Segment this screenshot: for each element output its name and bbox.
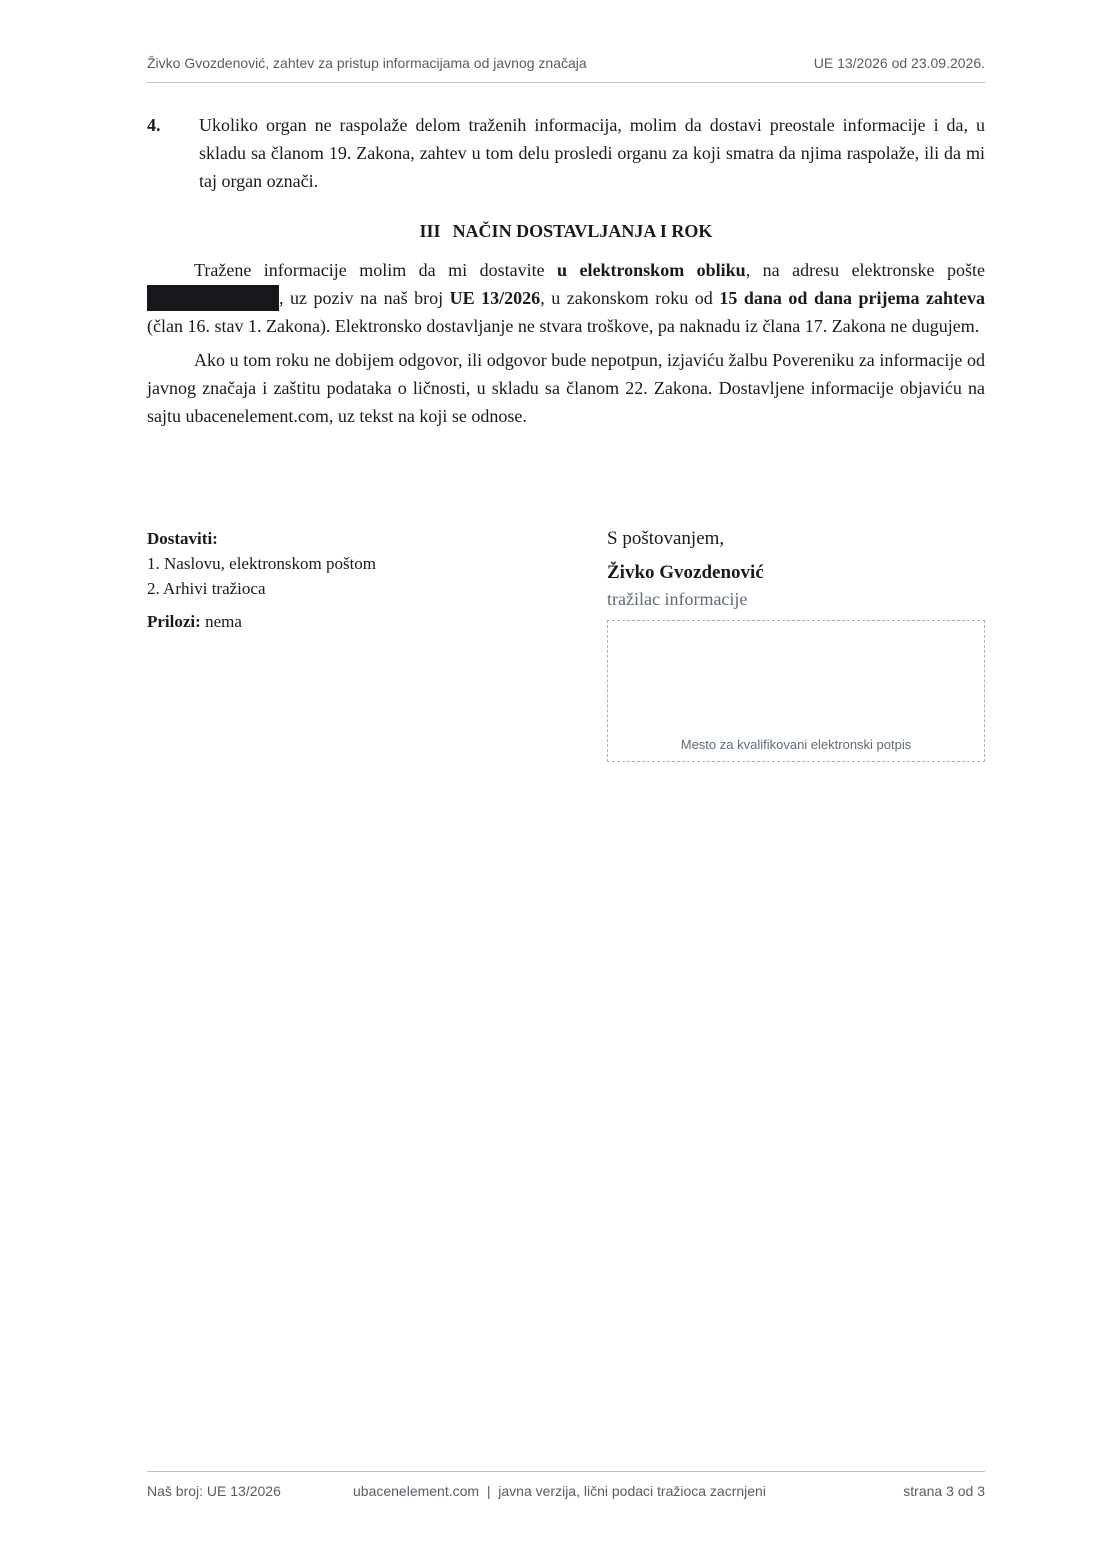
redacted-email [147,285,279,311]
para-text: , u zakonskom roku od [540,288,720,308]
para-bold: 15 dana od dana prijema zahteva [719,288,985,308]
closing-block [147,526,985,766]
delivery-paragraph [147,256,985,340]
attachments-line [147,609,567,634]
signature-block [607,526,985,762]
distribution-item: 1. Naslovu, elektronskom poštom [147,554,377,573]
numbered-item-4 [147,111,985,195]
footer-reference: Naš broj: UE 13/2026 [147,1483,281,1499]
para-text: , uz poziv na naš broj [279,288,450,308]
section-title: NAČIN DOSTAVLJANJA I ROK [452,221,713,241]
item-text: Ukoliko organ ne raspolaže delom traženih informacija, molim da dostavi preostale informacije i da, u skladu sa članom 19. Zakona, zahtev u tom delu prosledi organu za koji smatra da njima raspolaže, ili da mi taj organ označi. [199,115,985,191]
attachments-label: Prilozi: [147,612,201,631]
signatory-role: tražilac informacije [607,589,748,609]
para-bold: u elektronskom obliku [557,260,746,280]
document-body [147,111,985,436]
signature-box[interactable] [607,620,985,762]
signatory-name: Živko Gvozdenović [607,562,764,583]
page-footer [147,1471,985,1502]
section-heading [147,217,985,245]
page-header [147,54,985,83]
header-title: Živko Gvozdenović, zahtev za pristup informacijama od javnog značaja [147,55,587,71]
footer-note: ubacenelement.com | javna verzija, lični podaci tražioca zacrnjeni [353,1483,766,1499]
appeal-paragraph: Ako u tom roku ne dobijem odgovor, ili odgovor bude nepotpun, izjaviću žalbu Povereniku za informacije od javnog značaja i zaštitu podataka o ličnosti, u skladu sa članom 22. Zakona. Dostavljene informacije objaviću na sajtu ubacenelement.com, uz tekst na koji se odnose. [147,350,985,426]
para-text: (član 16. stav 1. Zakona). Elektronsko dostavljanje ne stvara troškove, pa naknadu iz člana 17. Zakona ne dugujem. [147,316,980,336]
item-number: 4. [147,115,161,135]
para-text: , na adresu elektronske pošte [745,260,985,280]
attachments-value: nema [200,612,242,631]
header-reference: UE 13/2026 od 23.09.2026. [813,55,985,71]
para-text: Tražene informacije molim da mi dostavite [194,260,558,280]
closing-salutation: S poštovanjem, [607,528,725,549]
page-number: strana 3 od 3 [903,1483,985,1499]
distribution-item: 2. Arhivi tražioca [147,579,266,598]
para-bold: UE 13/2026 [449,288,541,308]
section-number: III [419,221,441,241]
signature-box-hint: Mesto za kvalifikovani elektronski potpis [680,737,912,752]
distribution-list [147,526,567,634]
distribution-heading: Dostaviti: [147,529,218,548]
